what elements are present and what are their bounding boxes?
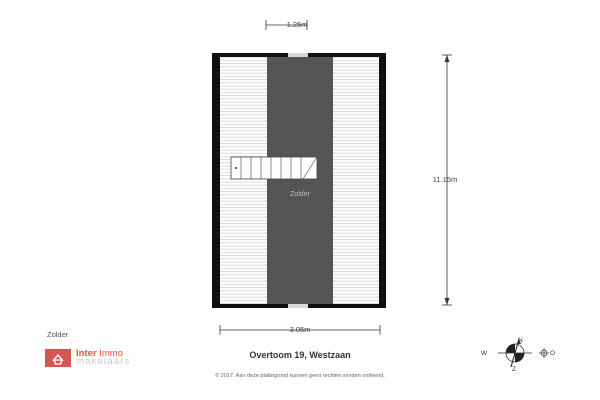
dimension-right <box>433 55 457 305</box>
staircase <box>231 157 317 179</box>
dimension-right-label: 11.15m <box>432 175 458 184</box>
logo-brand-makelaars: makelaars <box>76 356 131 367</box>
dimension-top <box>266 20 307 30</box>
floor-name: Zolder <box>47 330 69 339</box>
dimension-bottom <box>220 325 380 335</box>
logo-brand-immo: Immo <box>99 347 123 359</box>
dimension-top-label: 1.25m <box>286 20 308 29</box>
compass-o: O <box>550 350 556 357</box>
compass-n: N <box>518 337 523 344</box>
compass-w: W <box>481 350 488 357</box>
compass-icon <box>478 334 558 374</box>
dimension-bottom-label: 3.05m <box>289 325 311 334</box>
compass-z: Z <box>512 366 516 373</box>
address: Overtoom 19, Westzaan <box>249 350 351 360</box>
logo-brand-inter: Inter <box>76 347 97 359</box>
window-top <box>288 53 308 57</box>
copyright: © 2017. Aan deze plattegrond kunnen geen rechten worden ontleend. <box>215 373 385 379</box>
corridor <box>267 57 333 304</box>
window-bottom <box>288 304 308 308</box>
room-label: Zolder <box>290 191 310 198</box>
